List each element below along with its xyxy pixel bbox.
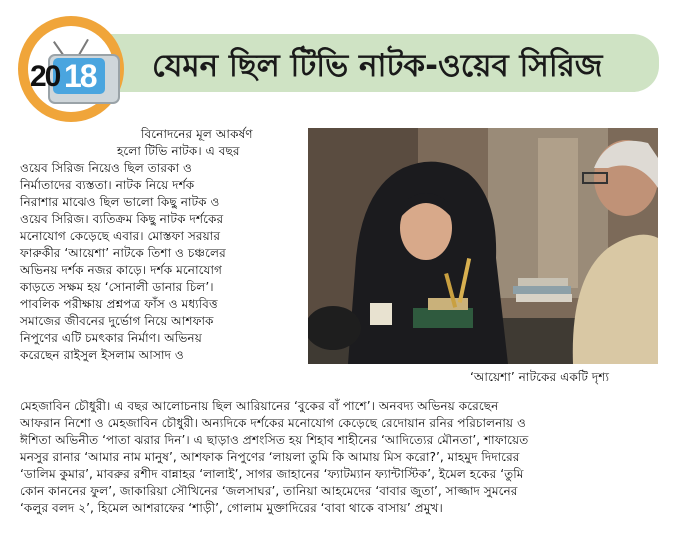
body-line: কোন কাননের ফুল’, জাকারিয়া সৌখিনের ‘জলসাঘর’, তানিয়া আহমেদের ‘বাবার জুতা’, সাজ্জাদ সুমনের: [20, 484, 518, 498]
body-line: পাবলিক পরীক্ষায় প্রশ্নপত্র ফাঁস ও মধ্যবিত্ত: [20, 297, 218, 311]
body-line: অভিনয় দর্শক নজর কাড়ে। দর্শক মনোযোগ: [20, 263, 223, 277]
body-line: ফারুকীর ‘আয়েশা’ নাটকে তিশা ও চঞ্চলের: [20, 246, 226, 260]
body-line: আফরান নিশো ও মেহজাবিন চৌধুরী। অন্যদিকে দর্শকের মনোযোগ কেড়েছে রেদোয়ান রনির পরিচালনায় ও: [20, 416, 526, 430]
body-line: ‘কলুর বলদ ২’, হিমেল আশরাফের ‘শাড়ী’, গোলাম মুক্তাদিরের ‘বাবা থাকে বাসায়’ প্রমুখ।: [20, 501, 443, 515]
body-line: সমাজের জীবনের দুর্ভোগ নিয়ে আশফাক: [20, 314, 214, 328]
year-digits-black: 20: [30, 60, 60, 93]
year-digits-white: 18: [64, 58, 96, 94]
body-line: করেছেন রাইসুল ইসলাম আসাদ ও: [20, 348, 184, 362]
body-line: কাড়তে সক্ষম হয় ‘সোনালী ডানার চিল’।: [20, 280, 214, 294]
body-line: মনোযোগ কেড়েছে এবার। মোস্তফা সরয়ার: [20, 229, 221, 243]
body-line: ঈশিতা অভিনীত ‘পাতা ঝরার দিন’। এ ছাড়াও প্রশংসিত হয় শিহাব শাহীনের ‘আদিত্যের মৌনতা’, শাফায়েত: [20, 433, 529, 447]
body-line: ওয়েব সিরিজ। ব্যতিক্রম কিছু নাটক দর্শকের: [20, 212, 224, 226]
body-line: নির্মাতাদের ব্যস্ততা। নাটক নিয়ে দর্শক: [20, 178, 195, 192]
photo-caption: ‘আয়েশা’ নাটকের একটি দৃশ্য: [470, 370, 610, 384]
body-line: মেহজাবিন চৌধুরী। এ বছর আলোচনায় ছিল আরিয়ানের ‘বুকের বাঁ পাশে’। অনবদ্য অভিনয় করেছেন: [20, 399, 499, 413]
body-line: ‘ডালিম কুমার’, মাবরুর রশীদ বান্নাহর ‘লালাই’, সাগর জাহানের ‘ফ্যাটম্যান ফ্যান্টাস্টিক’, ইমেল হকের ‘তুমি: [20, 467, 524, 481]
body-line: নিরাশার মাঝেও ছিল ভালো কিছু নাটক ও: [20, 195, 220, 209]
drama-still-photo: [308, 128, 658, 364]
photo-illustration: [308, 128, 658, 364]
body-line: ওয়েব সিরিজ নিয়েও ছিল তারকা ও: [20, 161, 193, 175]
body-line: হলো টিভি নাটক। এ বছর: [117, 144, 240, 158]
body-line: মনসুর রানার ‘আমার নাম মানুষ’, আশফাক নিপুণের ‘লায়লা তুমি কি আমায় মিস করো?’, মাহমুদ দিদারের: [20, 450, 520, 464]
body-line: নিপুণের এটি চমৎকার নির্মাণ। অভিনয়: [20, 331, 202, 345]
article-title: যেমন ছিল টিভি নাটক-ওয়েব সিরিজ: [152, 48, 603, 84]
body-line: বিনোদনের মূল আকর্ষণ: [141, 127, 253, 141]
